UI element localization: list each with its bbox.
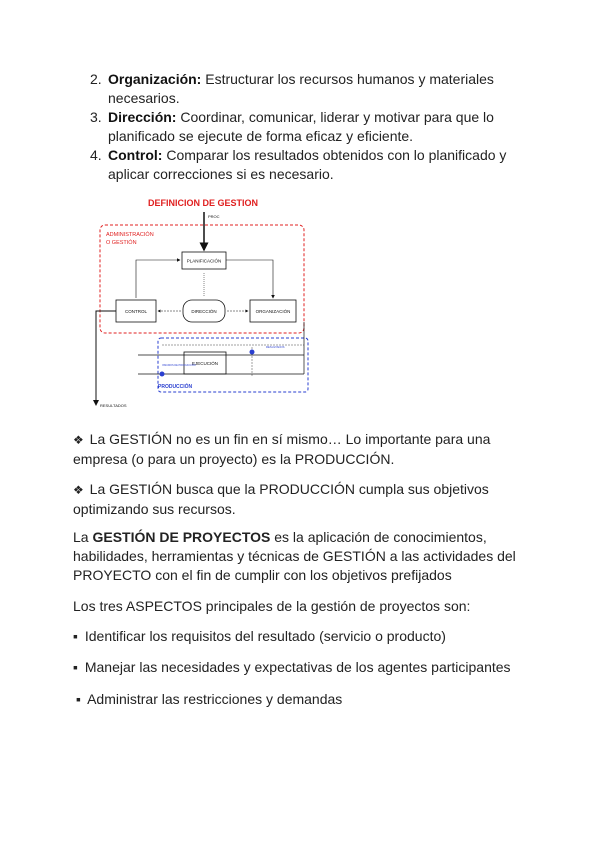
bullet-item — [76, 690, 536, 709]
diamond-bullet-icon: ❖ — [73, 483, 84, 497]
list-number: 3. — [90, 109, 102, 125]
list-body — [108, 108, 530, 146]
list-text: Coordinar, comunicar, liderar y motivar para que lo planificado se ejecute de forma eficaz y eficiente. — [108, 109, 494, 144]
input-label: PROC — [208, 214, 220, 219]
blue-node-left — [160, 372, 165, 377]
list-number: 2. — [90, 71, 102, 87]
paragraph-2 — [73, 480, 533, 519]
paragraph-3 — [73, 528, 533, 585]
admin-label-2: O GESTIÓN — [106, 240, 137, 246]
blue-node-right — [250, 350, 255, 355]
square-bullet-icon: ▪ — [73, 659, 78, 675]
bullet-item — [73, 627, 533, 646]
square-bullet-icon: ▪ — [76, 691, 81, 707]
paragraph-text: La GESTIÓN busca que la PRODUCCIÓN cumpla sus objetivos optimizando sus recursos. — [73, 481, 489, 517]
exec-input-label: INSUMOS DE PRODUCCIÓN — [162, 364, 196, 367]
paragraph-4 — [73, 597, 533, 616]
paragraph-text: es la aplicación de conocimientos, habilidades, herramientas y técnicas de GESTIÓN a las actividades del PROYECTO con el fin de cumplir con los objetivos prefijados — [73, 529, 516, 583]
list-number: 4. — [90, 147, 102, 163]
plan-to-org-line — [226, 260, 273, 298]
control-label: CONTROL — [124, 309, 148, 314]
result-label: RESULTADOS — [266, 345, 285, 349]
paragraph-text: La GESTIÓN no es un fin en sí mismo… Lo importante para una empresa (o para un proyecto) es la PRODUCCIÓN. — [73, 431, 491, 467]
square-bullet-icon: ▪ — [73, 628, 78, 644]
list-term: Dirección: — [108, 109, 177, 125]
bullet-text: Administrar las restricciones y demandas — [83, 691, 343, 707]
list-text: Comparar los resultados obtenidos con lo planificado y aplicar correcciones si es necesario. — [108, 147, 507, 182]
bullet-text: Manejar las necesidades y expectativas de los agentes participantes — [80, 659, 511, 675]
list-term: Organización: — [108, 71, 202, 87]
paragraph-text: La — [73, 529, 93, 545]
paragraph-bold: GESTIÓN DE PROYECTOS — [92, 529, 271, 545]
list-item — [90, 70, 530, 108]
list-body — [108, 70, 530, 108]
list-item — [90, 108, 530, 146]
ejecucion-label: EJECUCIÓN — [191, 361, 219, 366]
organizacion-label: ORGANIZACIÓN — [255, 309, 291, 314]
numbered-list — [90, 70, 530, 184]
list-text: Estructurar los recursos humanos y materiales necesarios. — [108, 71, 494, 106]
output-arrow — [96, 311, 116, 405]
planificacion-label: PLANIFICACIÓN — [186, 258, 222, 264]
diagram-title: DEFINICION DE GESTION — [148, 198, 259, 208]
management-diagram — [78, 192, 318, 414]
list-body — [108, 146, 530, 184]
admin-label-1: ADMINISTRACIÓN — [106, 232, 154, 238]
control-to-plan-line — [136, 260, 180, 298]
paragraph-text: Los tres ASPECTOS principales de la gestión de proyectos son: — [73, 598, 471, 614]
bullet-text: Identificar los requisitos del resultado (servicio o producto) — [80, 628, 446, 644]
paragraph-1 — [73, 430, 533, 469]
direccion-label: DIRECCIÓN — [191, 309, 217, 314]
produccion-label: PRODUCCIÓN — [158, 384, 193, 390]
bullet-item — [73, 658, 533, 677]
list-term: Control: — [108, 147, 163, 163]
list-item — [90, 146, 530, 184]
diamond-bullet-icon: ❖ — [73, 433, 84, 447]
output-label: RESULTADOS — [100, 403, 127, 408]
